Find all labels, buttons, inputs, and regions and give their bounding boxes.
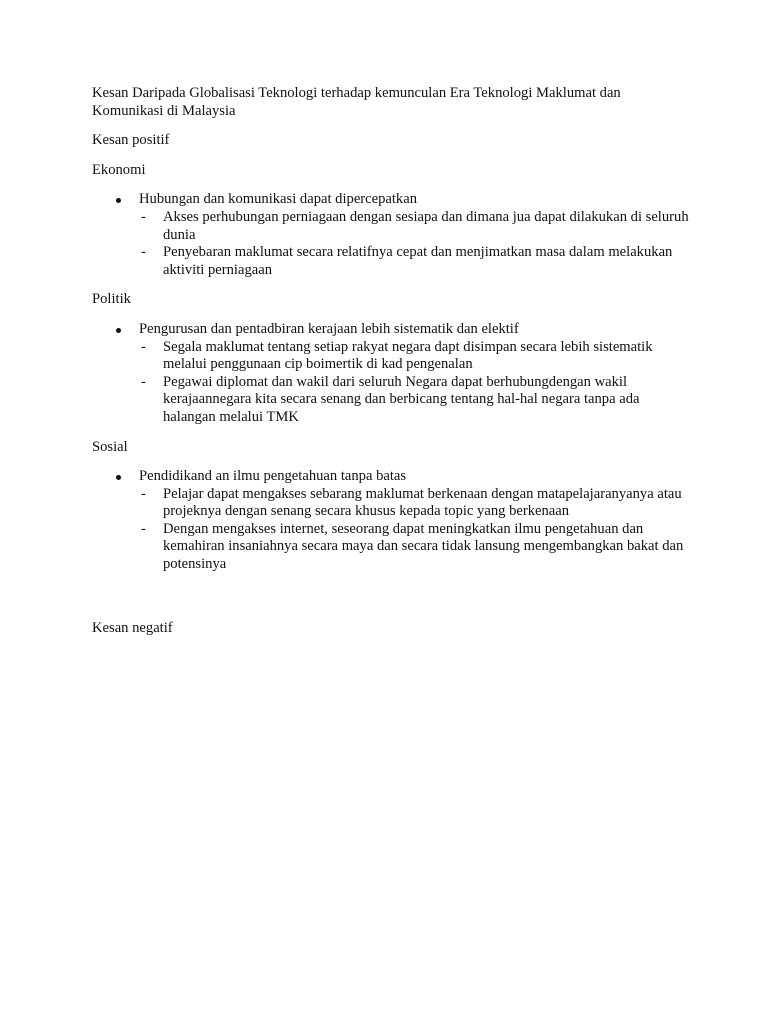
bullet-item xyxy=(92,191,692,279)
title-line-2: Komunikasi di Malaysia xyxy=(92,102,236,119)
document-title xyxy=(92,85,692,120)
sub-item-text: Penyebaran maklumat secara relatifnya cepat dan menjimatkan masa dalam melakukan aktiviti perniagaan xyxy=(163,244,673,278)
dash-marker: - xyxy=(141,520,146,537)
dash-marker: - xyxy=(141,338,146,355)
sub-list xyxy=(139,339,692,427)
sub-item xyxy=(139,374,692,427)
bullet-text: Hubungan dan komunikasi dapat dipercepatkan xyxy=(139,191,418,208)
section-politik xyxy=(92,291,692,426)
blank-space xyxy=(92,586,692,620)
section-sosial xyxy=(92,439,692,574)
bullet-item xyxy=(92,468,692,574)
sub-item-text: Akses perhubungan perniagaan dengan sesiapa dan dimana jua dapat dilakukan di seluruh dunia xyxy=(163,208,689,243)
sub-item-text: Pegawai diplomat dan wakil dari seluruh Negara dapat berhubungdengan wakil kerajaannegara kita secara senang dan berbicang tentang hal-hal negara tanpa ada halangan melalui TMK xyxy=(163,373,640,425)
bullet-icon xyxy=(116,198,121,203)
sub-item-text: Segala maklumat tentang setiap rakyat negara dapt disimpan secara lebih sistematik melalui penggunaan cip boimertik di kad pengenalan xyxy=(163,338,653,373)
negative-heading: Kesan negatif xyxy=(92,619,173,636)
section-title: Politik xyxy=(92,291,131,308)
section-title: Sosial xyxy=(92,438,128,455)
dash-marker: - xyxy=(141,485,146,502)
sub-item-text: Dengan mengakses internet, seseorang dapat meningkatkan ilmu pengetahuan dan kemahiran insaniahnya secara maya dan secara tidak lansung mengembangkan bakat dan potensinya xyxy=(163,520,684,573)
bullet-list xyxy=(92,321,692,427)
bullet-item xyxy=(92,321,692,427)
sub-item-text: Pelajar dapat mengakses sebarang maklumat berkenaan dengan matapelajaranyanya atau projeknya dengan senang secara khusus kepada topic yang berkenaan xyxy=(163,485,682,520)
bullet-icon xyxy=(116,328,121,333)
positive-heading: Kesan positif xyxy=(92,132,170,149)
dash-marker: - xyxy=(141,373,146,390)
bullet-text: Pengurusan dan pentadbiran kerajaan lebih sistematik dan elektif xyxy=(139,320,519,337)
sub-list xyxy=(139,209,692,279)
sub-item xyxy=(139,486,692,521)
document-page xyxy=(92,85,692,649)
sub-item xyxy=(139,244,692,279)
sub-item xyxy=(139,209,692,244)
section-ekonomi xyxy=(92,162,692,280)
sub-item xyxy=(139,339,692,374)
bullet-text: Pendidikand an ilmu pengetahuan tanpa batas xyxy=(139,468,407,485)
sub-item xyxy=(139,521,692,574)
dash-marker: - xyxy=(141,244,146,261)
title-line-1: Kesan Daripada Globalisasi Teknologi terhadap kemunculan Era Teknologi Maklumat dan xyxy=(92,85,621,101)
bullet-list xyxy=(92,191,692,279)
sub-list xyxy=(139,486,692,574)
dash-marker: - xyxy=(141,208,146,225)
section-title: Ekonomi xyxy=(92,161,146,178)
bullet-icon xyxy=(116,475,121,480)
bullet-list xyxy=(92,468,692,574)
